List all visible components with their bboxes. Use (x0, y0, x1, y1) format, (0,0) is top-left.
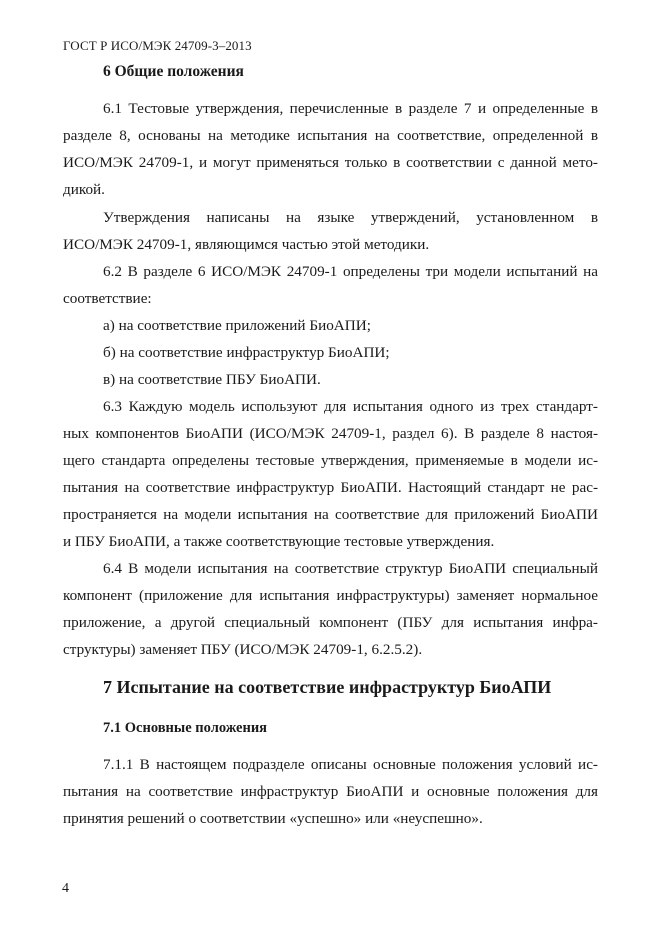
paragraph-line: приложение, а другой специальный компонент (ПБУ для испытания инфра- (63, 614, 598, 631)
paragraph-line: дикой. (63, 181, 105, 198)
page-number: 4 (62, 881, 69, 896)
list-item: б) на соответствие инфраструктур БиоАПИ; (103, 344, 390, 361)
paragraph-line: 6.3 Каждую модель используют для испытания одного из трех стандарт- (103, 398, 598, 415)
list-item: а) на соответствие приложений БиоАПИ; (103, 317, 371, 334)
paragraph-line: структуры) заменяет ПБУ (ИСО/МЭК 24709-1, 6.2.5.2). (63, 641, 423, 658)
paragraph-line: 6.2 В разделе 6 ИСО/МЭК 24709-1 определены три модели испытаний на (103, 263, 598, 280)
paragraph-line: пытания на соответствие инфраструктур БиоАПИ и основные положения для (63, 783, 598, 800)
paragraph-line: разделе 8, основаны на методике испытания на соответствие, определенной в (63, 127, 598, 144)
paragraph-line: принятия решений о соответствии «успешно» или «неуспешно». (63, 810, 483, 827)
paragraph-line: ИСО/МЭК 24709-1, и могут применяться только в соответствии с данной мето- (63, 154, 598, 171)
paragraph-line: 6.1 Тестовые утверждения, перечисленные в разделе 7 и определенные в (103, 100, 598, 117)
paragraph-line: пространяется на модели испытания на соответствие для приложений БиоАПИ (63, 506, 598, 523)
paragraph-line: щего стандарта определены тестовые утверждения, применяемые в модели ис- (63, 452, 598, 469)
paragraph-line: ИСО/МЭК 24709-1, являющимся частью этой методики. (63, 236, 430, 253)
paragraph-line: и ПБУ БиоАПИ, а также соответствующие тестовые утверждения. (63, 533, 495, 550)
section-7-1-heading: 7.1 Основные положения (103, 720, 268, 736)
paragraph-line: соответствие: (63, 290, 152, 307)
document-header: ГОСТ Р ИСО/МЭК 24709-3–2013 (63, 38, 252, 53)
paragraph-line: пытания на соответствие инфраструктур БиоАПИ. Настоящий стандарт не рас- (63, 479, 598, 496)
paragraph-line: 7.1.1 В настоящем подразделе описаны основные положения условий ис- (103, 756, 598, 773)
section-6-heading: 6 Общие положения (103, 63, 244, 80)
paragraph-line: ных компонентов БиоАПИ (ИСО/МЭК 24709-1, раздел 6). В разделе 8 настоя- (63, 425, 598, 442)
paragraph-line: Утверждения написаны на языке утверждений, установленном в (103, 209, 598, 226)
list-item: в) на соответствие ПБУ БиоАПИ. (103, 371, 321, 388)
paragraph-line: компонент (приложение для испытания инфраструктуры) заменяет нормальное (63, 587, 598, 604)
section-7-heading: 7 Испытание на соответствие инфраструктур БиоАПИ (103, 677, 552, 697)
paragraph-line: 6.4 В модели испытания на соответствие структур БиоАПИ специальный (103, 560, 598, 577)
